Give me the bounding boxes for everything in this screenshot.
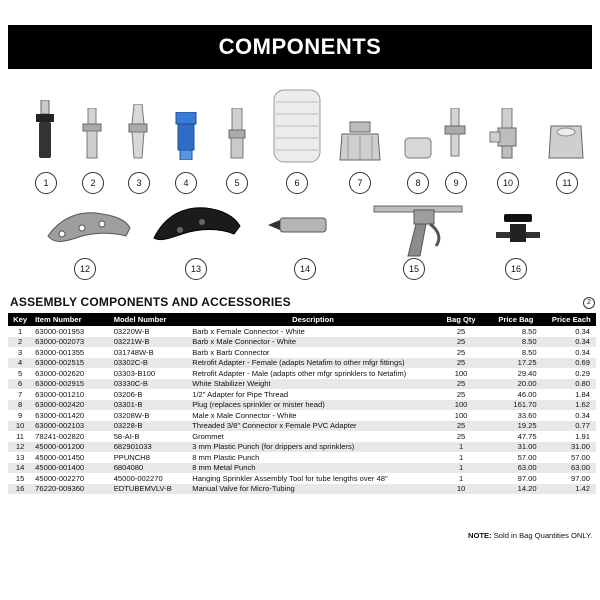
table-row xyxy=(8,389,596,400)
cell-key: 12 xyxy=(8,442,32,453)
cell-item-number: 45000-001400 xyxy=(32,463,111,474)
cell-price-bag: 46.00 xyxy=(517,389,537,399)
table-row xyxy=(8,358,596,369)
table-row xyxy=(8,337,596,348)
cell-price-bag: 29.40 xyxy=(517,368,537,378)
cell-description: Grommet xyxy=(192,431,224,441)
cell-key: 3 xyxy=(17,347,23,357)
cell-bag-qty: 25 xyxy=(456,389,466,399)
cell-price-each: 57.00 xyxy=(570,452,590,462)
cell-description: 3 mm Plastic Punch (for drippers and sprinklers) xyxy=(189,442,437,453)
components-table xyxy=(8,313,596,494)
cell-item-number: 45000-002270 xyxy=(35,473,85,483)
cell-model-number: 03330C-B xyxy=(111,379,190,390)
cell-bag-qty: 25 xyxy=(456,326,466,336)
cell-model-number: 03208W-B xyxy=(113,410,150,420)
cell-bag-qty: 25 xyxy=(437,379,485,390)
cell-item-number: 63000-002515 xyxy=(32,358,111,369)
cell-price-each: 0.34 xyxy=(575,326,590,336)
part-10-image xyxy=(488,108,528,160)
cell-price-each: 63.00 xyxy=(547,463,596,474)
page-title: COMPONENTS xyxy=(218,34,382,59)
cell-description: Retrofit Adapter - Female (adapts Netafim to other mfgr fittings) xyxy=(189,358,437,369)
cell-model-number: 682901033 xyxy=(111,442,190,453)
table-row xyxy=(8,484,596,495)
table-header-row xyxy=(8,313,596,326)
cell-item-number: 63000-002420 xyxy=(32,400,111,411)
cell-price-each: 1.91 xyxy=(575,431,590,441)
cell-model-number: 58-AI-B xyxy=(113,431,140,441)
cell-key: 7 xyxy=(17,389,23,399)
table-row xyxy=(8,326,596,337)
column-header-key: Key xyxy=(8,313,32,326)
part-7-image xyxy=(338,120,382,162)
cell-item-number: 45000-001450 xyxy=(35,452,85,462)
cell-price-bag: 8.50 xyxy=(521,347,537,357)
cell-description: Manual Valve for Micro-Tubing xyxy=(189,484,437,495)
cell-bag-qty: 1 xyxy=(458,473,464,483)
cell-key: 11 xyxy=(16,431,25,441)
part-13-image xyxy=(150,200,244,244)
cell-item-number: 63000-001210 xyxy=(35,389,85,399)
cell-bag-qty: 100 xyxy=(454,368,468,378)
components-banner xyxy=(8,25,592,69)
cell-bag-qty: 100 xyxy=(454,410,468,420)
part-9-image xyxy=(443,108,467,158)
cell-key: 8 xyxy=(8,400,32,411)
part-number-badge: 9 xyxy=(445,172,467,194)
column-header-price-each: Price Each xyxy=(547,313,596,326)
cell-price-bag: 17.25 xyxy=(485,358,546,369)
cell-item-number: 63000-002073 xyxy=(32,337,111,348)
part-number-badge: 8 xyxy=(407,172,429,194)
cell-bag-qty: 10 xyxy=(437,484,485,495)
table-row xyxy=(8,368,596,379)
column-header-item-number: Item Number xyxy=(32,313,111,326)
cell-bag-qty: 25 xyxy=(456,347,466,357)
part-number-badge: 11 xyxy=(556,172,578,194)
table-row xyxy=(8,463,596,474)
cell-model-number: EDTUBEMVLV-B xyxy=(111,484,190,495)
cell-key: 9 xyxy=(17,410,23,420)
part-number-badge: 10 xyxy=(497,172,519,194)
cell-price-bag: 8.50 xyxy=(485,337,546,348)
column-header-model-number: Model Number xyxy=(111,313,190,326)
cell-item-number: 78241-002820 xyxy=(35,431,85,441)
part-number-badge: 15 xyxy=(403,258,425,280)
cell-price-bag: 63.00 xyxy=(485,463,546,474)
cell-price-each: 1.84 xyxy=(575,389,590,399)
table-row xyxy=(8,442,596,453)
cell-description: White Stabilizer Weight xyxy=(189,379,437,390)
cell-description: Retrofit Adapter - Male (adapts other mfgr sprinklers to Netafim) xyxy=(192,368,407,378)
cell-model-number: 03228-B xyxy=(111,421,190,432)
cell-price-each: 97.00 xyxy=(570,473,590,483)
cell-price-each: 0.69 xyxy=(547,358,596,369)
cell-bag-qty: 25 xyxy=(437,337,485,348)
part-number-badge: 1 xyxy=(35,172,57,194)
cell-price-each: 1.42 xyxy=(547,484,596,495)
cell-bag-qty: 25 xyxy=(456,431,466,441)
table-row xyxy=(8,421,596,432)
cell-item-number: 63000-002620 xyxy=(35,368,85,378)
cell-key: 4 xyxy=(8,358,32,369)
cell-price-bag: 97.00 xyxy=(517,473,537,483)
cell-model-number: 03206-B xyxy=(113,389,143,399)
cell-price-each: 31.00 xyxy=(547,442,596,453)
cell-price-bag: 20.00 xyxy=(485,379,546,390)
cell-bag-qty: 25 xyxy=(437,421,485,432)
cell-key: 15 xyxy=(15,473,25,483)
cell-bag-qty: 1 xyxy=(458,452,464,462)
cell-price-each: 0.34 xyxy=(547,337,596,348)
cell-price-each: 0.80 xyxy=(547,379,596,390)
cell-price-bag: 57.00 xyxy=(517,452,537,462)
cell-description: Barb x Barb Connector xyxy=(192,347,270,357)
bag-quantity-note xyxy=(468,531,592,540)
cell-model-number: 03220W-B xyxy=(113,326,150,336)
cell-description: Barb x Female Connector - White xyxy=(192,326,305,336)
part-number-badge: 16 xyxy=(505,258,527,280)
cell-item-number: 63000-002103 xyxy=(32,421,111,432)
cell-model-number: 03301-B xyxy=(111,400,190,411)
cell-key: 14 xyxy=(8,463,32,474)
page-number-badge: 2 xyxy=(583,297,595,309)
part-number-badge: 13 xyxy=(185,258,207,280)
cell-description: Threaded 3/8" Connector x Female PVC Adapter xyxy=(189,421,437,432)
cell-key: 10 xyxy=(8,421,32,432)
table-row xyxy=(8,452,596,463)
part-number-badge: 4 xyxy=(175,172,197,194)
part-11-image xyxy=(547,124,585,160)
cell-model-number: 03303-B100 xyxy=(113,368,156,378)
cell-price-each: 0.77 xyxy=(547,421,596,432)
cell-description: Male x Male Connector - White xyxy=(192,410,297,420)
part-number-badge: 3 xyxy=(128,172,150,194)
cell-key: 5 xyxy=(17,368,23,378)
cell-item-number: 63000-002915 xyxy=(32,379,111,390)
cell-price-bag: 14.20 xyxy=(485,484,546,495)
cell-item-number: 76220-009360 xyxy=(32,484,111,495)
part-3-image xyxy=(125,104,151,160)
cell-item-number: 63000-001355 xyxy=(35,347,85,357)
table-row xyxy=(8,410,596,421)
part-number-badge: 2 xyxy=(82,172,104,194)
cell-description: Plug (replaces sprinkler or mister head) xyxy=(189,400,437,411)
part-16-image xyxy=(494,212,542,246)
cell-price-bag: 47.75 xyxy=(517,431,537,441)
cell-model-number: PPUNCH8 xyxy=(113,452,150,462)
cell-model-number: 03221W-B xyxy=(111,337,190,348)
cell-item-number: 45000-001200 xyxy=(32,442,111,453)
part-6-image xyxy=(272,88,322,164)
cell-key: 13 xyxy=(15,452,25,462)
cell-description: 8 mm Metal Punch xyxy=(189,463,437,474)
cell-price-each: 1.62 xyxy=(547,400,596,411)
cell-price-bag: 8.50 xyxy=(521,326,537,336)
part-15-image xyxy=(372,200,468,258)
cell-model-number: 6804080 xyxy=(111,463,190,474)
cell-item-number: 63000-001953 xyxy=(35,326,85,336)
cell-model-number: 03302C-B xyxy=(111,358,190,369)
cell-model-number: 031748W-B xyxy=(113,347,154,357)
cell-price-each: 0.34 xyxy=(575,347,590,357)
cell-key: 1 xyxy=(17,326,23,336)
cell-model-number: 45000-002270 xyxy=(113,473,163,483)
cell-bag-qty: 1 xyxy=(437,463,485,474)
part-5-image xyxy=(226,108,248,160)
cell-key: 16 xyxy=(8,484,32,495)
part-1-image xyxy=(33,100,57,162)
table-row xyxy=(8,379,596,390)
table-row xyxy=(8,473,596,484)
column-header-bag-qty: Bag Qty xyxy=(437,313,485,326)
cell-description: Barb x Male Connector - White xyxy=(189,337,437,348)
part-number-badge: 6 xyxy=(286,172,308,194)
part-number-badge: 14 xyxy=(294,258,316,280)
part-4-image xyxy=(172,112,200,160)
column-header-price-bag: Price Bag xyxy=(485,313,546,326)
cell-description: 8 mm Plastic Punch xyxy=(192,452,260,462)
table-row xyxy=(8,347,596,358)
cell-price-bag: 33.60 xyxy=(517,410,537,420)
cell-key: 2 xyxy=(8,337,32,348)
table-row xyxy=(8,400,596,411)
part-number-badge: 5 xyxy=(226,172,248,194)
cell-item-number: 63000-001420 xyxy=(35,410,85,420)
cell-description: Hanging Sprinkler Assembly Tool for tube lengths over 48" xyxy=(192,473,388,483)
section-title: ASSEMBLY COMPONENTS AND ACCESSORIES xyxy=(10,295,291,309)
cell-description: 1/2" Adapter for Pipe Thread xyxy=(192,389,289,399)
cell-bag-qty: 25 xyxy=(437,358,485,369)
note-text: Sold in Bag Quantities ONLY. xyxy=(491,531,593,540)
cell-price-bag: 31.00 xyxy=(485,442,546,453)
part-12-image xyxy=(42,206,134,248)
cell-key: 6 xyxy=(8,379,32,390)
note-label: NOTE: xyxy=(468,531,492,540)
cell-bag-qty: 1 xyxy=(437,442,485,453)
cell-price-bag: 161.70 xyxy=(485,400,546,411)
part-number-badge: 7 xyxy=(349,172,371,194)
cell-price-each: 0.34 xyxy=(575,410,590,420)
cell-price-bag: 19.25 xyxy=(485,421,546,432)
cell-bag-qty: 100 xyxy=(437,400,485,411)
column-header-description: Description xyxy=(189,313,437,326)
part-8-image xyxy=(403,136,433,160)
table-row xyxy=(8,431,596,442)
part-2-image xyxy=(80,108,104,160)
cell-price-each: 0.29 xyxy=(575,368,590,378)
part-14-image xyxy=(266,214,328,236)
part-number-badge: 12 xyxy=(74,258,96,280)
